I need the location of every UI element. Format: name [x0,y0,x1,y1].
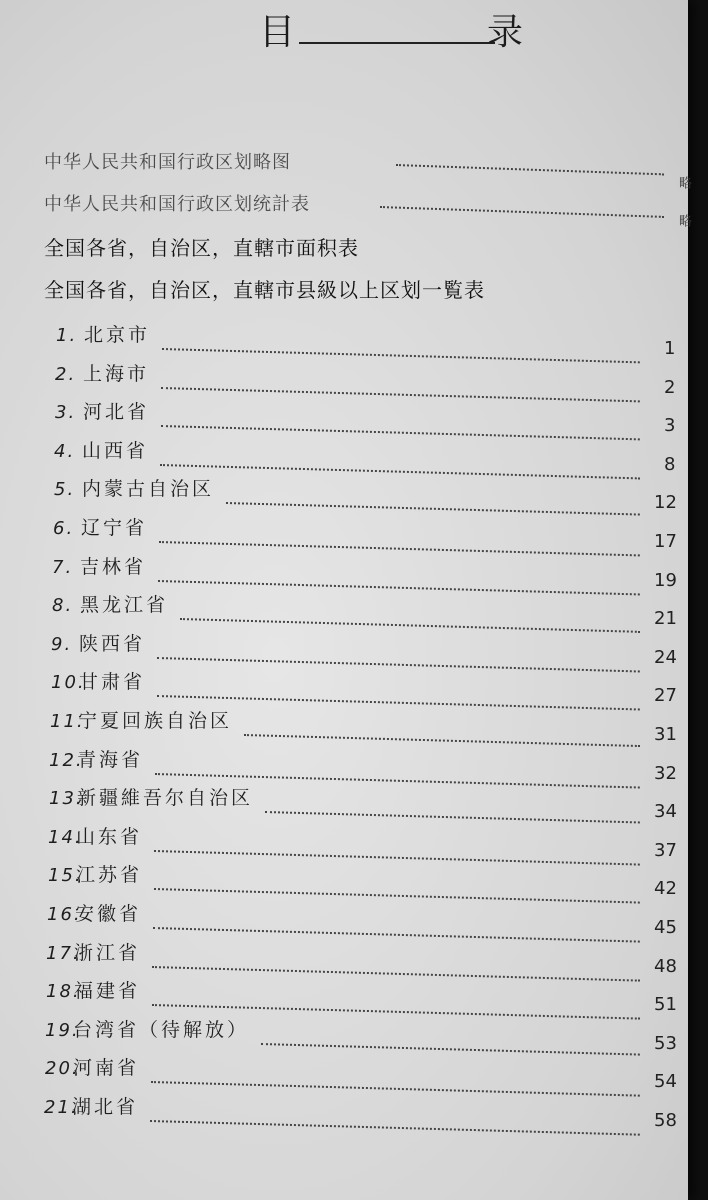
entry-name: 台湾省（待解放） [73,1018,250,1041]
toc-entry-label [52,590,168,617]
toc-entry-label [53,513,147,540]
intro-entry [0,274,688,314]
toc-entry-label [46,938,140,965]
entry-name: 湖北省 [72,1096,139,1118]
margin-mark: 略 [676,176,691,189]
toc-entry [0,1015,688,1055]
entry-number: 18. [46,981,81,1003]
page-number: 21 [654,608,677,630]
entry-name: 浙江省 [74,941,141,964]
toc-entry-label [55,397,149,424]
toc-entry-label [51,667,145,694]
entry-number: 2. [55,363,77,385]
entry-number: 8. [52,595,74,617]
title-rule [299,42,495,44]
toc-entry [0,590,688,630]
page-number: 24 [654,646,677,668]
page-number: 3 [664,415,676,437]
toc-entry-label [48,822,142,849]
toc-entry [0,629,688,669]
entry-number: 15. [48,865,83,887]
entry-number: 5. [54,479,76,501]
page-number: 31 [654,724,677,745]
toc-entry [0,320,688,360]
toc-entry-label [55,359,149,386]
toc-entry [0,552,688,592]
toc-entry [0,706,688,746]
page-number: 51 [654,994,677,1016]
page-number: 19 [654,569,677,591]
entry-number: 16. [47,904,82,925]
page-title [255,4,535,52]
page-number: 45 [654,917,677,938]
entry-name: 山西省 [82,439,149,462]
page-number: 27 [654,685,677,707]
toc-entry-label [45,1015,249,1042]
entry-name: 新疆維吾尔自治区 [77,787,254,810]
toc-entry [0,1053,688,1093]
toc-entry-label [54,436,148,463]
entry-name: 吉林省 [80,555,147,578]
toc-entry-label [48,860,142,887]
entry-number: 7. [52,556,74,578]
toc-entry [0,938,688,978]
entry-name: 甘肃省 [79,671,146,694]
entry-number: 1. [56,325,78,346]
toc-entry [0,860,688,900]
toc-entry-label [51,629,145,656]
leader-dots [150,1120,640,1136]
toc-entry-label [46,976,140,1003]
leader-dots [396,164,664,175]
toc-entry-label [54,474,214,501]
toc-entry [0,976,688,1016]
toc-entry-label [56,320,150,347]
toc-entry [0,474,688,514]
toc-entry-label [49,745,143,772]
intro-entry-label: 中华人民共和国行政区划统計表 [44,194,310,215]
entry-name: 河北省 [83,401,150,424]
entry-number: 6. [53,518,75,539]
toc-entry [0,899,688,939]
intro-entry-label: 全国各省，自治区，直轄市县級以上区划一覧表 [44,278,485,302]
margin-mark: 略 [676,214,691,227]
page-number: 53 [654,1032,677,1054]
intro-entry-label: 全国各省，自治区，直轄市面积表 [44,236,359,260]
entry-number: 19. [45,1019,80,1041]
entry-name: 河南省 [73,1057,140,1080]
page-number: 1 [664,338,676,359]
page-number: 2 [664,376,676,398]
entry-name: 山东省 [76,825,143,848]
entry-name: 北京市 [84,324,151,346]
entry-number: 9. [51,633,73,655]
toc-entry-label [47,899,141,926]
intro-entry [0,232,688,272]
page-number: 17 [654,531,677,552]
page-number: 12 [654,492,677,514]
page-number: 8 [664,453,676,475]
title-char-2: 录 [487,12,524,53]
entry-name: 福建省 [74,980,141,1003]
entry-name: 青海省 [77,748,144,771]
toc-entry-label [45,1053,139,1080]
intro-entry [0,148,688,188]
page-number: 58 [654,1110,677,1131]
toc-entry [0,1092,688,1132]
entry-number: 3. [55,402,77,424]
entry-name: 安徽省 [75,903,142,925]
page-number: 42 [654,878,677,900]
entry-name: 内蒙古自治区 [82,478,215,501]
entry-number: 4. [54,440,76,462]
toc-entry [0,783,688,823]
entry-name: 黑龙江省 [80,594,169,617]
page-number: 54 [654,1071,677,1093]
entry-number: 21. [44,1097,79,1118]
entry-number: 11. [50,711,85,732]
toc-entry [0,436,688,476]
entry-number: 14. [48,826,83,848]
intro-entry-label: 中华人民共和国行政区划略图 [44,152,291,173]
toc-entry [0,822,688,862]
entry-name: 辽宁省 [81,517,148,539]
toc-entry-label [49,783,253,810]
toc-entry [0,667,688,707]
toc-entry [0,513,688,553]
entry-name: 陕西省 [79,632,146,655]
entry-number: 20. [45,1058,80,1080]
title-char-1: 目 [259,12,296,53]
entry-name: 宁夏回族自治区 [78,710,233,732]
toc-entry-label [44,1092,138,1119]
leader-dots [380,206,664,218]
toc-entry [0,397,688,437]
entry-number: 13. [49,788,84,810]
page-number: 34 [654,801,677,823]
entry-number: 12. [49,749,84,771]
page-number: 37 [654,839,677,861]
intro-entry [0,190,688,230]
entry-name: 上海市 [83,362,150,385]
entry-number: 17. [46,942,81,964]
entry-number: 10. [51,672,86,694]
toc-entry-label [50,706,232,733]
page-number: 48 [654,955,677,977]
toc-entry-label [52,552,146,579]
page-number: 32 [654,762,677,784]
entry-name: 江苏省 [76,864,143,887]
toc-entry [0,359,688,399]
toc-entry [0,745,688,785]
